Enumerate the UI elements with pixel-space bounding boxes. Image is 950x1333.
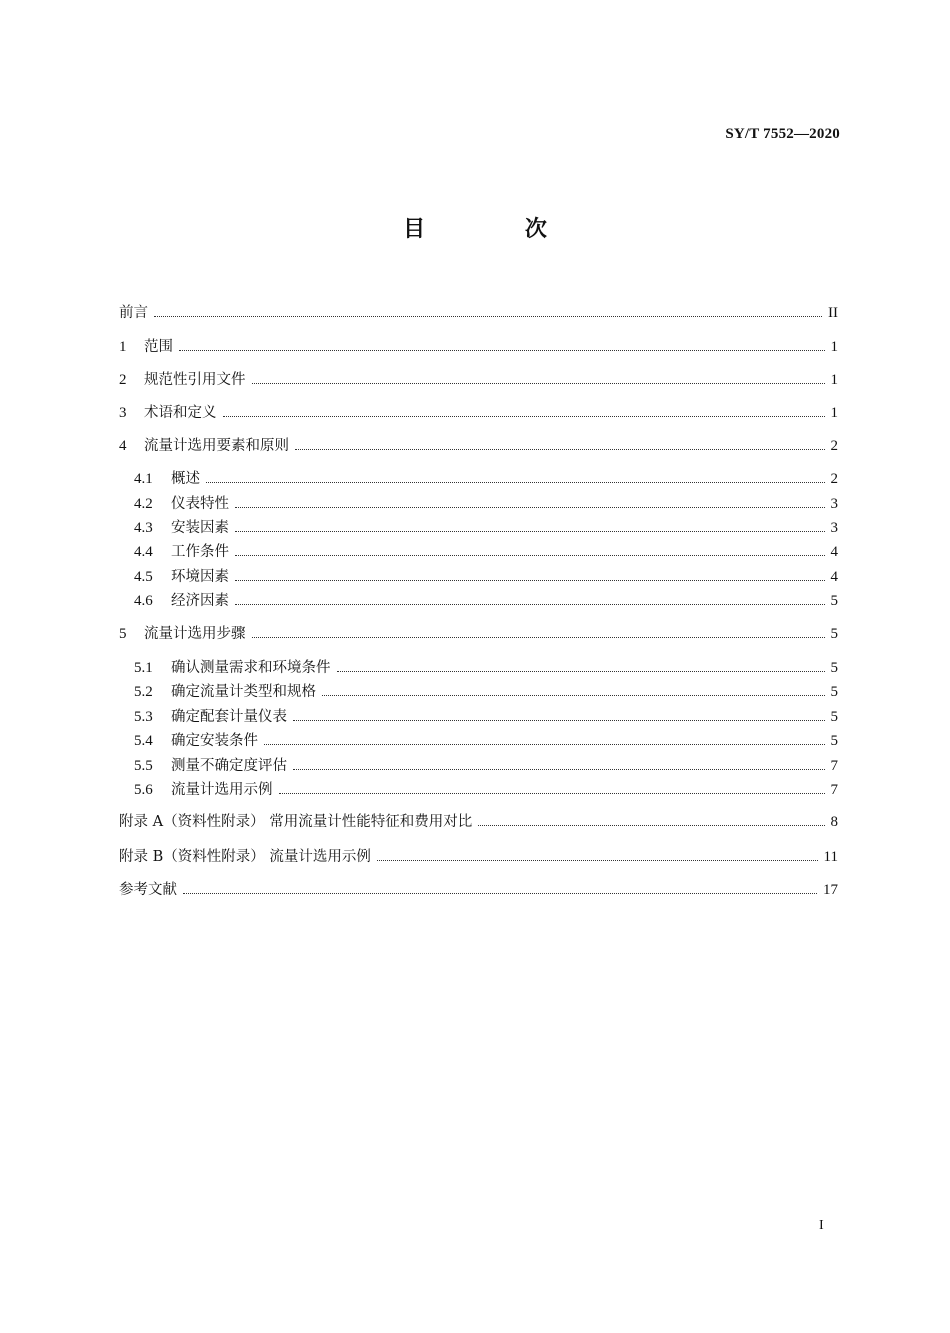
toc-entry-label: 流量计选用要素和原则 — [144, 438, 289, 454]
toc-entry-label: 测量不确定度评估 — [171, 758, 287, 774]
toc-entry-label: 经济因素 — [171, 593, 229, 609]
toc-entry-4-4[interactable] — [134, 541, 838, 563]
toc-entry-page: 4 — [830, 544, 838, 560]
toc-entry-number: 4.1 — [134, 471, 153, 487]
dot-leader — [179, 350, 825, 351]
toc-entry-page: 5 — [830, 593, 838, 609]
dot-leader — [252, 637, 825, 638]
dot-leader — [279, 793, 825, 794]
toc-entry-references[interactable] — [119, 879, 838, 901]
dot-leader — [235, 604, 825, 605]
toc-entry-label: 工作条件 — [171, 544, 229, 560]
toc-entry-5-2[interactable] — [134, 681, 838, 703]
toc-entry-label: 流量计选用示例 — [171, 782, 273, 798]
toc-entry-page: 7 — [830, 758, 838, 774]
dot-leader — [183, 893, 817, 894]
dot-leader — [252, 383, 825, 384]
dot-leader — [293, 769, 825, 770]
toc-entry-page: 5 — [830, 684, 838, 700]
dot-leader — [322, 695, 825, 696]
toc-entry-label: 术语和定义 — [144, 405, 217, 421]
toc-entry-1[interactable] — [119, 336, 838, 358]
toc-entry-number: 5.1 — [134, 660, 153, 676]
toc-entry-label: 附录 B（资料性附录） 流量计选用示例 — [119, 849, 371, 865]
dot-leader — [206, 482, 825, 483]
dot-leader — [154, 316, 822, 317]
dot-leader — [235, 531, 825, 532]
toc-entry-label: 附录 A（资料性附录） 常用流量计性能特征和费用对比 — [119, 814, 473, 830]
toc-entry-page: 8 — [830, 814, 838, 830]
toc-entry-label: 确定配套计量仪表 — [171, 709, 287, 725]
toc-entry-page: 17 — [823, 882, 838, 898]
toc-entry-2[interactable] — [119, 369, 838, 391]
toc-entry-3[interactable] — [119, 402, 838, 424]
dot-leader — [337, 671, 825, 672]
toc-entry-number: 4.3 — [134, 520, 153, 536]
page-folio: I — [819, 1218, 824, 1233]
toc-entry-number: 1 — [119, 339, 127, 355]
toc-entry-4-3[interactable] — [134, 517, 838, 539]
dot-leader — [264, 744, 825, 745]
toc-entry-number: 5.4 — [134, 733, 153, 749]
toc-entry-number: 4.4 — [134, 544, 153, 560]
toc-entry-number: 2 — [119, 372, 127, 388]
toc-entry-number: 5.5 — [134, 758, 153, 774]
toc-entry-number: 5.3 — [134, 709, 153, 725]
toc-entry-4-2[interactable] — [134, 493, 838, 515]
toc-entry-page: 1 — [830, 405, 838, 421]
toc-entry-page: 5 — [830, 709, 838, 725]
toc-entry-number: 4.2 — [134, 496, 153, 512]
dot-leader — [235, 580, 825, 581]
dot-leader — [377, 860, 818, 861]
toc-entry-5-3[interactable] — [134, 706, 838, 728]
toc-entry-page: II — [828, 305, 838, 321]
dot-leader — [295, 449, 825, 450]
toc-entry-number: 4.6 — [134, 593, 153, 609]
toc-entry-5[interactable] — [119, 623, 838, 645]
toc-entry-5-5[interactable] — [134, 755, 838, 777]
toc-entry-4[interactable] — [119, 435, 838, 457]
toc-entry-label: 安装因素 — [171, 520, 229, 536]
toc-entry-5-4[interactable] — [134, 730, 838, 752]
toc-entry-page: 2 — [830, 471, 838, 487]
toc-title: 目 次 — [403, 217, 593, 242]
toc-entry-5-6[interactable] — [134, 779, 838, 801]
toc-entry-number: 5.2 — [134, 684, 153, 700]
toc-entry-number: 4.5 — [134, 569, 153, 585]
toc-entry-label: 前言 — [119, 305, 148, 321]
dot-leader — [223, 416, 825, 417]
toc-entry-label: 流量计选用步骤 — [144, 626, 246, 642]
toc-entry-label: 概述 — [171, 471, 200, 487]
toc-entry-number: 4 — [119, 438, 127, 454]
document-code: SY/T 7552—2020 — [725, 126, 840, 142]
toc-entry-number: 5 — [119, 626, 127, 642]
toc-entry-number: 5.6 — [134, 782, 153, 798]
toc-entry-4-6[interactable] — [134, 590, 838, 612]
toc-entry-label: 环境因素 — [171, 569, 229, 585]
dot-leader — [235, 507, 825, 508]
dot-leader — [293, 720, 825, 721]
toc-entry-label: 参考文献 — [119, 882, 177, 898]
toc-entry-label: 仪表特性 — [171, 496, 229, 512]
toc-entry-5-1[interactable] — [134, 657, 838, 679]
toc-entry-page: 3 — [830, 496, 838, 512]
toc-entry-4-1[interactable] — [134, 468, 838, 490]
toc-entry-page: 2 — [830, 438, 838, 454]
toc-entry-page: 5 — [830, 626, 838, 642]
toc-entry-appendix-a[interactable] — [119, 811, 838, 833]
toc-entry-page: 1 — [830, 339, 838, 355]
toc-entry-label: 确定流量计类型和规格 — [171, 684, 316, 700]
dot-leader — [478, 825, 824, 826]
toc-entry-label: 确认测量需求和环境条件 — [171, 660, 331, 676]
toc-entry-label: 规范性引用文件 — [144, 372, 246, 388]
dot-leader — [235, 555, 825, 556]
toc-entry-page: 11 — [823, 849, 838, 865]
toc-entry-label: 范围 — [144, 339, 173, 355]
toc-entry-4-5[interactable] — [134, 566, 838, 588]
toc-entry-page: 3 — [830, 520, 838, 536]
toc-entry-foreword[interactable] — [119, 302, 838, 324]
toc-entry-page: 1 — [830, 372, 838, 388]
toc-entry-number: 3 — [119, 405, 127, 421]
toc-entry-page: 4 — [830, 569, 838, 585]
toc-entry-label: 确定安装条件 — [171, 733, 258, 749]
toc-entry-page: 5 — [830, 660, 838, 676]
toc-entry-page: 5 — [830, 733, 838, 749]
toc-entry-appendix-b[interactable] — [119, 846, 838, 868]
toc-entry-page: 7 — [830, 782, 838, 798]
